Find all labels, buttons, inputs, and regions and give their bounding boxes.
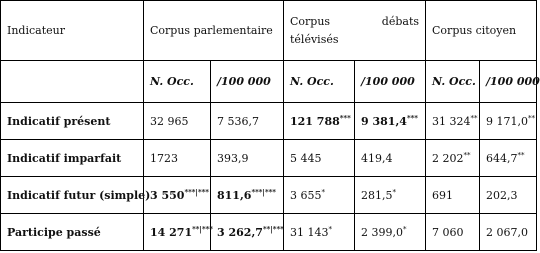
subheader-row <box>1 61 537 103</box>
cell-deb-rate: 9 381,4*** <box>355 103 426 140</box>
row-label: Indicatif futur (simple) <box>1 177 144 214</box>
cell-deb-occ: 5 445 <box>284 140 355 177</box>
row-label: Participe passé <box>1 214 144 251</box>
cell-parl-rate: 393,9 <box>211 140 284 177</box>
cell-cit-rate: 202,3 <box>480 177 537 214</box>
subheader-parl-occ: N. Occ. <box>144 61 211 103</box>
cell-cit-occ: 31 324** <box>426 103 480 140</box>
cell-parl-rate: 3 262,7**|*** <box>211 214 284 251</box>
cell-parl-occ: 1723 <box>144 140 211 177</box>
table-row <box>1 177 537 214</box>
cell-deb-rate: 2 399,0* <box>355 214 426 251</box>
cell-parl-rate: 811,6***|*** <box>211 177 284 214</box>
header-indicator: Indicateur <box>1 1 144 61</box>
header-row <box>1 1 537 61</box>
cell-cit-rate: 644,7** <box>480 140 537 177</box>
header-corpus-debats: Corpus débats télévisés <box>284 1 426 61</box>
row-label: Indicatif présent <box>1 103 144 140</box>
row-label: Indicatif imparfait <box>1 140 144 177</box>
table-row <box>1 103 537 140</box>
cell-deb-rate: 281,5* <box>355 177 426 214</box>
cell-parl-rate: 7 536,7 <box>211 103 284 140</box>
subheader-parl-rate: /100 000 <box>211 61 284 103</box>
cell-cit-rate: 9 171,0** <box>480 103 537 140</box>
subheader-empty <box>1 61 144 103</box>
cell-deb-occ: 31 143* <box>284 214 355 251</box>
subheader-cit-occ: N. Occ. <box>426 61 480 103</box>
cell-deb-occ: 121 788*** <box>284 103 355 140</box>
cell-deb-rate: 419,4 <box>355 140 426 177</box>
cell-parl-occ: 14 271**|*** <box>144 214 211 251</box>
subheader-deb-occ: N. Occ. <box>284 61 355 103</box>
subheader-cit-rate: /100 000 <box>480 61 537 103</box>
cell-deb-occ: 3 655* <box>284 177 355 214</box>
cell-cit-occ: 7 060 <box>426 214 480 251</box>
cell-parl-occ: 3 550***|*** <box>144 177 211 214</box>
cell-cit-occ: 2 202** <box>426 140 480 177</box>
cell-cit-occ: 691 <box>426 177 480 214</box>
subheader-deb-rate: /100 000 <box>355 61 426 103</box>
header-corpus-parlementaire: Corpus parlementaire <box>144 1 284 61</box>
cell-cit-rate: 2 067,0 <box>480 214 537 251</box>
cell-parl-occ: 32 965 <box>144 103 211 140</box>
header-corpus-citoyen: Corpus citoyen <box>426 1 537 61</box>
table-row <box>1 140 537 177</box>
table-row <box>1 214 537 251</box>
